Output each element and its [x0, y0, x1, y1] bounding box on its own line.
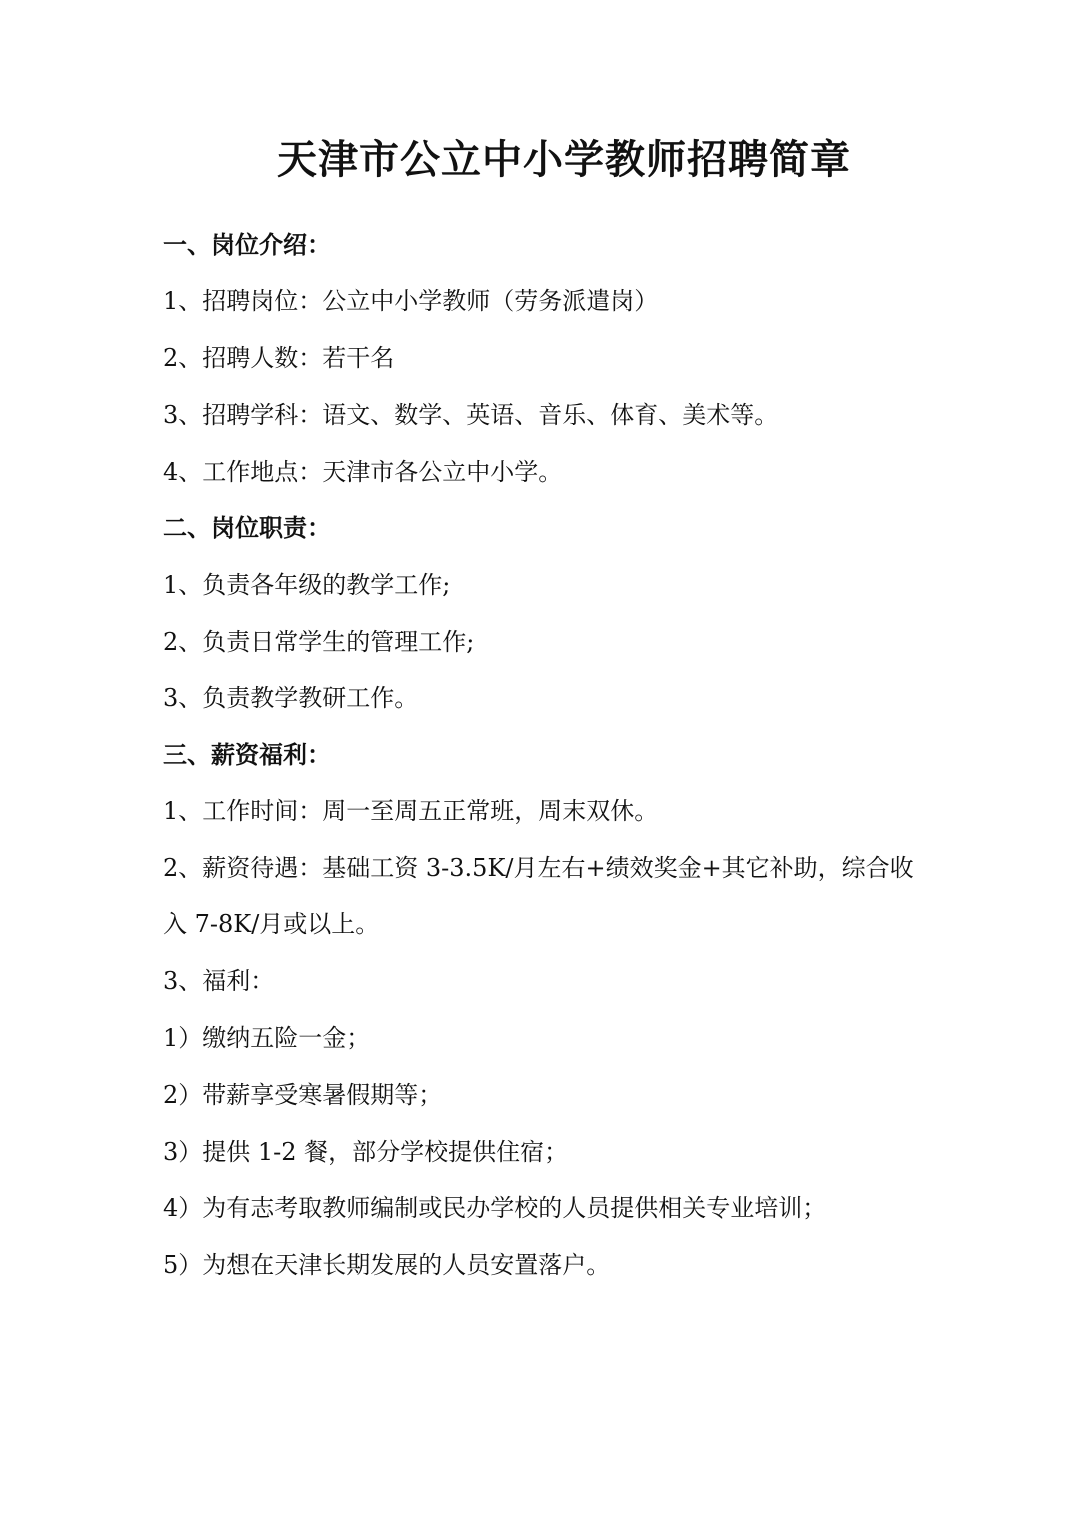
section-heading-duties: 二、岗位职责：	[163, 513, 331, 542]
list-item: 2、负责日常学生的管理工作;	[163, 628, 475, 656]
list-item: 1、负责各年级的教学工作;	[163, 571, 451, 599]
list-item: 5）为想在天津长期发展的人员安置落户。	[163, 1251, 611, 1279]
document-title: 天津市公立中小学教师招聘简章	[277, 136, 851, 183]
list-item: 2、招聘人数：若干名	[163, 344, 395, 372]
list-item: 3、招聘学科：语文、数学、英语、音乐、体育、美术等。	[163, 401, 779, 429]
list-item: 2）带薪享受寒暑假期等；	[163, 1081, 443, 1109]
list-item: 4、工作地点：天津市各公立中小学。	[163, 458, 563, 486]
list-item: 1）缴纳五险一金；	[163, 1024, 371, 1052]
list-item: 3）提供 1-2 餐，部分学校提供住宿；	[163, 1138, 569, 1166]
list-item: 3、负责教学教研工作。	[163, 684, 419, 712]
list-item: 2、薪资待遇：基础工资 3-3.5K/月左右+绩效奖金+其它补助，综合收	[163, 854, 914, 882]
list-item: 4）为有志考取教师编制或民办学校的人员提供相关专业培训；	[163, 1194, 827, 1222]
section-heading-job-intro: 一、岗位介绍：	[163, 230, 331, 259]
list-item: 入 7-8K/月或以上。	[163, 910, 380, 938]
list-item: 1、招聘岗位：公立中小学教师（劳务派遣岗）	[163, 287, 659, 315]
list-item: 1、工作时间：周一至周五正常班，周末双休。	[163, 797, 659, 825]
section-heading-benefits: 三、薪资福利：	[163, 740, 331, 769]
list-item: 3、福利：	[163, 967, 275, 995]
